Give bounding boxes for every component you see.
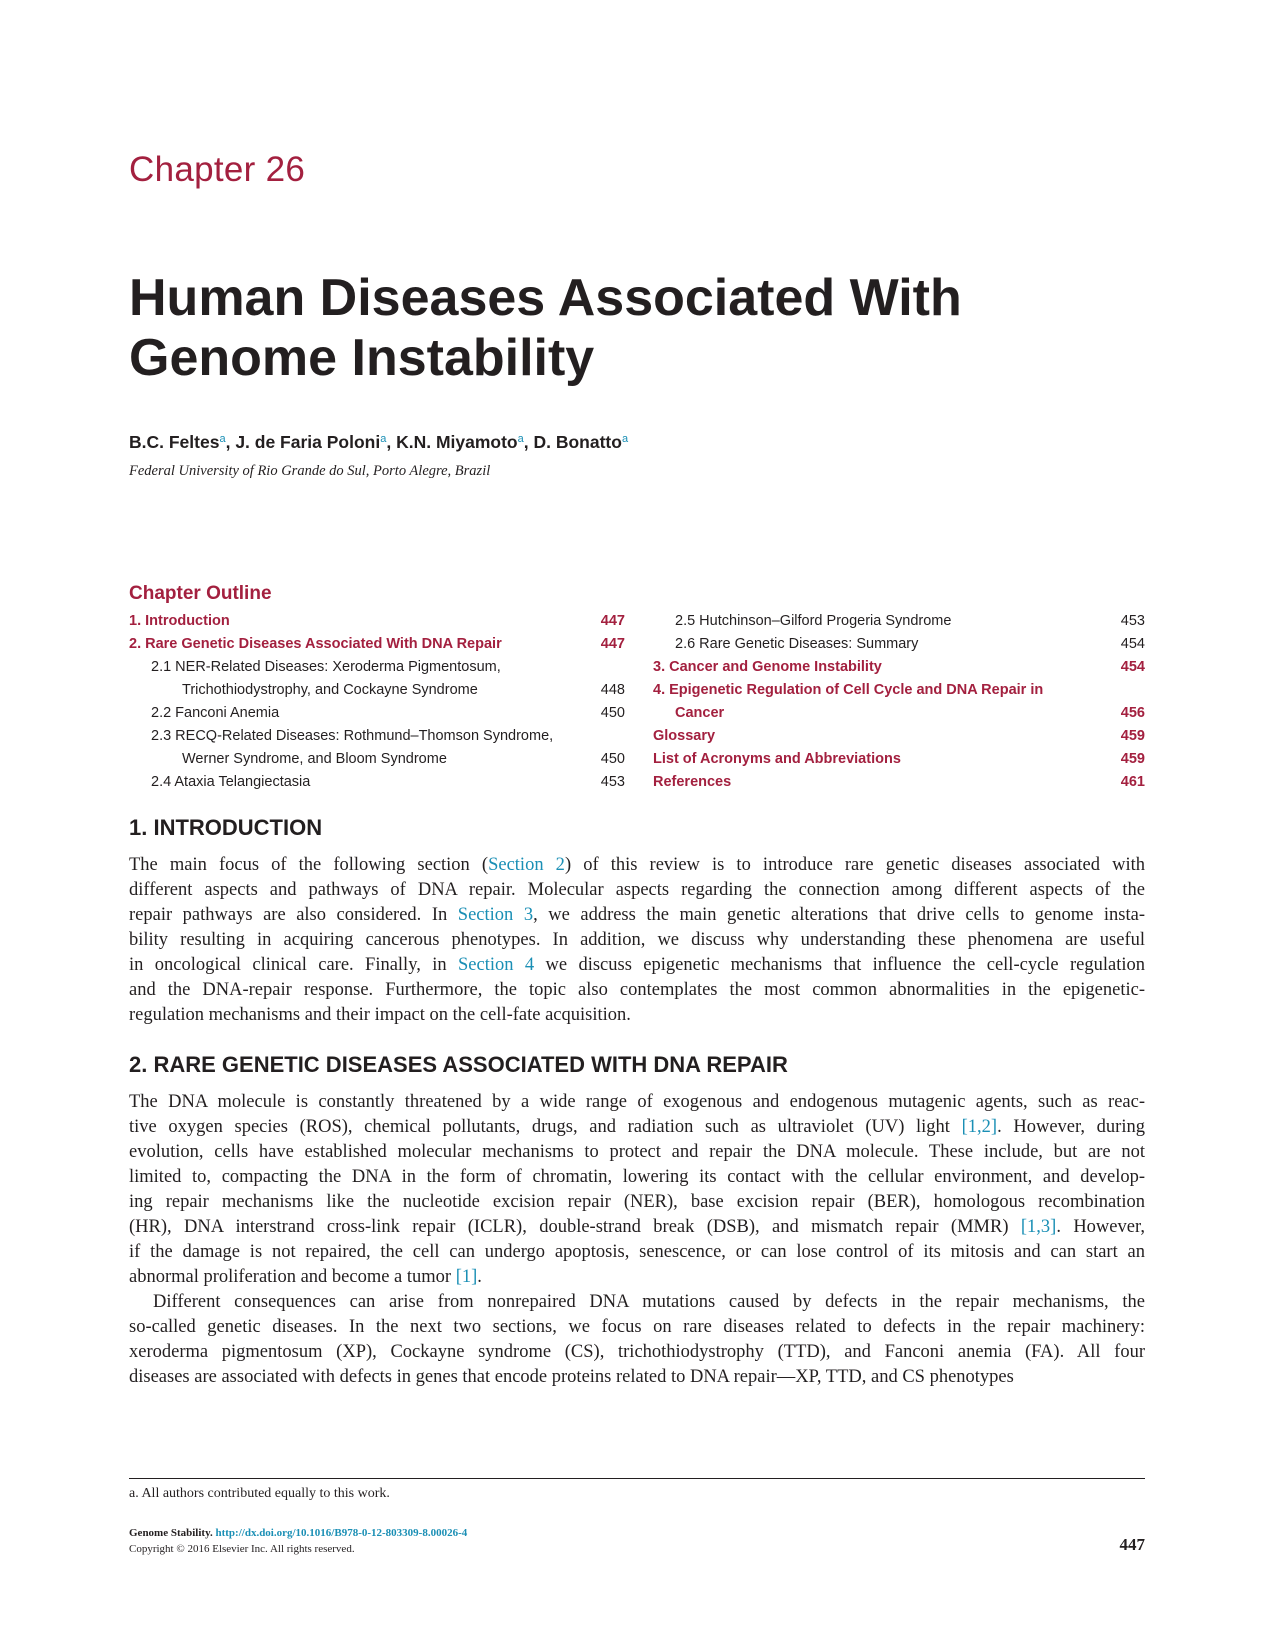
outline-item-page: 459 [1120, 728, 1145, 744]
affiliation-marker[interactable]: a [621, 433, 629, 445]
outline-item[interactable] [129, 702, 625, 725]
outline-item[interactable] [129, 656, 625, 679]
outline-item-label: References [653, 774, 732, 790]
outline-item-label: 3. Cancer and Genome Instability [653, 659, 882, 675]
cross-reference-link[interactable]: Section 2 [488, 855, 565, 875]
outline-item-page: 450 [600, 751, 625, 767]
body-text-line [129, 1165, 1145, 1190]
outline-item[interactable] [653, 656, 1145, 679]
body-text-line [129, 1265, 1145, 1290]
outline-item-label: 2.2 Fanconi Anemia [151, 705, 280, 721]
cross-reference-link[interactable]: [1,3] [1020, 1217, 1057, 1237]
chapter-label: Chapter 26 [129, 150, 306, 189]
cross-reference-link[interactable]: [1,2] [961, 1117, 998, 1137]
affiliation-marker[interactable]: a [219, 433, 226, 445]
outline-item-page: 454 [1120, 636, 1145, 652]
outline-item-label: Cancer [675, 705, 725, 721]
text-run: evolution, cells have established molecular mechanisms to protect and repair the DNA molecule. These include, but are not [129, 1142, 1145, 1162]
outline-item-page: 461 [1120, 774, 1145, 790]
outline-item-label: List of Acronyms and Abbreviations [653, 751, 901, 767]
text-run: . However, [1056, 1217, 1146, 1237]
text-run: so-called genetic diseases. In the next two sections, we focus on rare diseases related to defects in the repair machinery: [129, 1317, 1145, 1337]
outline-item[interactable] [129, 610, 625, 633]
body-text-line [129, 928, 1145, 953]
body-text-line [129, 1090, 1145, 1115]
affiliation: Federal University of Rio Grande do Sul, Porto Alegre, Brazil [129, 463, 491, 479]
text-run: Different consequences can arise from nonrepaired DNA mutations caused by defects in the repair mechanisms, the [153, 1292, 1145, 1312]
outline-item[interactable] [129, 771, 625, 794]
outline-item-page: 453 [1120, 613, 1145, 629]
author-name: K.N. Miyamoto [396, 432, 518, 452]
text-run: abnormal proliferation and become a tumor [129, 1267, 456, 1287]
outline-item-page: 447 [600, 613, 625, 629]
outline-item[interactable] [129, 725, 625, 748]
body-text-line [129, 1340, 1145, 1365]
outline-item[interactable] [653, 633, 1145, 656]
outline-item-page: 459 [1120, 751, 1145, 767]
text-run: (HR), DNA interstrand cross-link repair (ICLR), double-strand break (DSB), and mismatch repair (MMR) [129, 1217, 1021, 1237]
outline-item-label: Trichothiodystrophy, and Cockayne Syndrome [182, 682, 478, 698]
affiliation-marker[interactable]: a [380, 433, 387, 445]
body-text-line [129, 978, 1145, 1003]
outline-item[interactable] [653, 610, 1145, 633]
chapter-title: Human Diseases Associated With Genome Instability [129, 269, 962, 387]
body-text-line [129, 878, 1145, 903]
outline-item[interactable] [653, 771, 1145, 794]
text-run: ) of this review is to introduce rare genetic diseases associated with [564, 855, 1146, 875]
outline-item-label: 1. Introduction [129, 613, 230, 629]
outline-column-left [129, 610, 625, 794]
body-text-line [129, 1290, 1145, 1315]
text-run: , we address the main genetic alterations that drive cells to genome insta- [533, 905, 1145, 925]
text-run: xeroderma pigmentosum (XP), Cockayne syndrome (CS), trichothiodystrophy (TTD), and Fanconi anemia (FA). All four [129, 1342, 1145, 1362]
body-text-line [129, 953, 1145, 978]
outline-item-page: 450 [600, 705, 625, 721]
text-run: . [477, 1267, 482, 1287]
footnote-divider [129, 1478, 1145, 1479]
outline-item[interactable] [129, 748, 625, 771]
body-text-line [129, 1140, 1145, 1165]
outline-heading: Chapter Outline [129, 583, 272, 604]
outline-item-page: 453 [600, 774, 625, 790]
text-run: The main focus of the following section ( [129, 855, 489, 875]
doi-link[interactable]: http://dx.doi.org/10.1016/B978-0-12-803309-8.00026-4 [215, 1527, 468, 1539]
outline-item-label: Glossary [653, 728, 716, 744]
text-run: bility resulting in acquiring cancerous phenotypes. In addition, we discuss why understanding these phenomena are useful [129, 930, 1145, 950]
text-run: repair pathways are also considered. In [129, 905, 458, 925]
text-run: tive oxygen species (ROS), chemical pollutants, drugs, and radiation such as ultraviolet (UV) light [129, 1117, 962, 1137]
body-text-line [129, 853, 1145, 878]
author-list: B.C. Feltes$^a$, J. de Faria Poloni$^a$, K.N. Miyamoto$^a$, D. Bonatto$^a$ [129, 432, 629, 452]
outline-item[interactable] [653, 679, 1145, 702]
footnote: a. All authors contributed equally to this work. [129, 1486, 390, 1501]
cross-reference-link[interactable]: Section 4 [458, 955, 535, 975]
body-text-line [129, 903, 1145, 928]
cross-reference-link[interactable]: [1] [455, 1267, 478, 1287]
outline-item-label: 2. Rare Genetic Diseases Associated With DNA Repair [129, 636, 502, 652]
copyright: Copyright © 2016 Elsevier Inc. All rights reserved. [129, 1543, 355, 1555]
body-text-line [129, 1365, 1145, 1390]
section-body [129, 853, 1145, 1028]
body-text-line [129, 1115, 1145, 1140]
body-text-line [129, 1003, 1145, 1028]
cross-reference-link[interactable]: Section 3 [457, 905, 534, 925]
author-name: D. Bonatto [533, 432, 622, 452]
body-text-line [129, 1240, 1145, 1265]
journal-name: Genome Stability. [129, 1527, 213, 1539]
section-heading: 1. INTRODUCTION [129, 815, 323, 840]
outline-item-label: 2.6 Rare Genetic Diseases: Summary [675, 636, 919, 652]
text-run: in oncological clinical care. Finally, in [129, 955, 459, 975]
text-run: we discuss epigenetic mechanisms that influence the cell-cycle regulation [534, 955, 1146, 975]
text-run: . However, during [997, 1117, 1145, 1137]
text-run: diseases are associated with defects in genes that encode proteins related to DNA repair—XP, TTD, and CS phenotypes [129, 1367, 1014, 1387]
outline-item-label: 2.1 NER-Related Diseases: Xeroderma Pigmentosum, [151, 659, 501, 675]
outline-item[interactable] [653, 702, 1145, 725]
body-text-line [129, 1190, 1145, 1215]
page-number: 447 [1119, 1535, 1145, 1554]
text-run: and the DNA-repair response. Furthermore, the topic also contemplates the most common abnormalities in the epigenetic- [129, 980, 1145, 1000]
outline-item-label: Werner Syndrome, and Bloom Syndrome [182, 751, 447, 767]
text-run: ing repair mechanisms like the nucleotide excision repair (NER), base excision repair (BER), homologous recombination [129, 1192, 1145, 1212]
text-run: if the damage is not repaired, the cell can undergo apoptosis, senescence, or can lose control of its mitosis and can start an [129, 1242, 1145, 1262]
outline-item[interactable] [653, 748, 1145, 771]
section-heading: 2. RARE GENETIC DISEASES ASSOCIATED WITH DNA REPAIR [129, 1052, 788, 1077]
body-text-line [129, 1315, 1145, 1340]
outline-item-page: 448 [600, 682, 625, 698]
text-run: The DNA molecule is constantly threatened by a wide range of exogenous and endogenous mutagenic agents, such as reac- [129, 1092, 1145, 1112]
section-body [129, 1090, 1145, 1390]
outline-item-page: 447 [600, 636, 625, 652]
outline-item-label: 4. Epigenetic Regulation of Cell Cycle and DNA Repair in [653, 682, 1044, 698]
outline-item[interactable] [653, 725, 1145, 748]
text-run: regulation mechanisms and their impact on the cell-fate acquisition. [129, 1005, 631, 1025]
outline-item-page: 456 [1120, 705, 1145, 721]
outline-item[interactable] [129, 679, 625, 702]
outline-item-label: 2.5 Hutchinson–Gilford Progeria Syndrome [675, 613, 952, 629]
outline-item-label: 2.3 RECQ-Related Diseases: Rothmund–Thomson Syndrome, [151, 728, 554, 744]
outline-item[interactable] [129, 633, 625, 656]
author-name: B.C. Feltes [129, 432, 220, 452]
journal-line [129, 1527, 467, 1539]
text-run: limited to, compacting the DNA in the form of chromatin, lowering its contact with the cellular environment, and develop- [129, 1167, 1145, 1187]
affiliation-marker[interactable]: a [517, 433, 524, 445]
body-text-line [129, 1215, 1145, 1240]
outline-item-page: 454 [1120, 659, 1145, 675]
outline-item-label: 2.4 Ataxia Telangiectasia [151, 774, 311, 790]
outline-column-right [653, 610, 1145, 794]
author-name: J. de Faria Poloni [235, 432, 381, 452]
text-run: different aspects and pathways of DNA repair. Molecular aspects regarding the connection among different aspects of the [129, 880, 1145, 900]
